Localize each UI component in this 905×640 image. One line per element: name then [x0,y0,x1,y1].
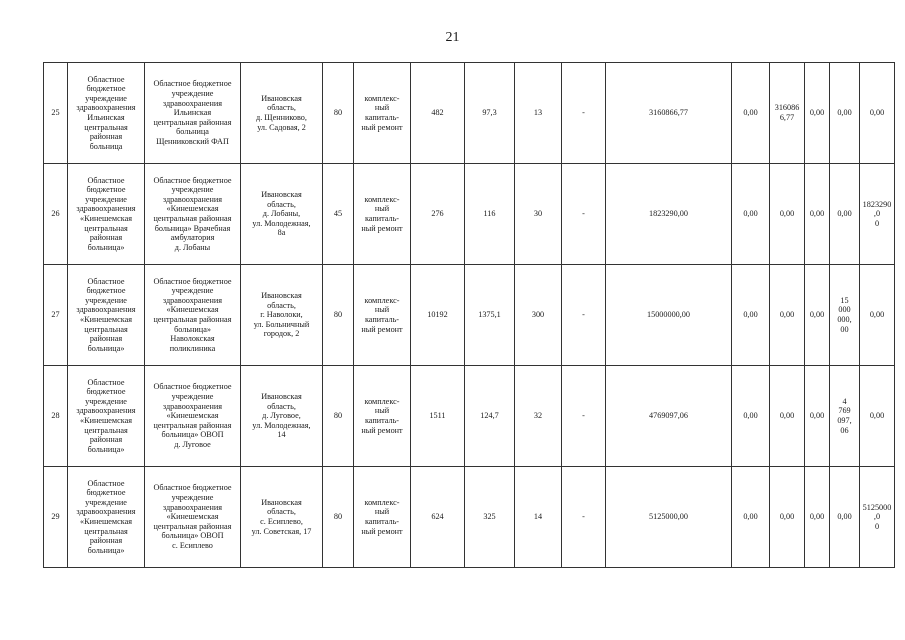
funding-cell-3: 0,00 [805,164,830,265]
table-row [44,164,895,265]
object-cell: Областное бюджетное учреждение здравоохранения Ильинская центральная районная больница Щенниковский ФАП [145,63,241,164]
work-type-cell: комплекс- ный капиталь- ный ремонт [354,467,411,568]
address-cell: Ивановская область, д. Луговое, ул. Молодежная, 14 [241,366,323,467]
funding-cell-2: 0,00 [770,366,805,467]
funding-cell-5: 1823290,0 0 [860,164,895,265]
data-table [43,62,895,568]
area-cell: 1511 [411,366,465,467]
value-cell-1: 97,3 [465,63,515,164]
total-cost-cell: 3160866,77 [606,63,732,164]
object-cell: Областное бюджетное учреждение здравоохранения «Кинешемская центральная районная больница» Врачебная амбулатория д. Лобаны [145,164,241,265]
value-cell-2: 300 [515,265,562,366]
customer-cell: Областное бюджетное учреждение здравоохранения «Кинешемская центральная районная больница» [68,164,145,265]
funding-cell-1: 0,00 [732,366,770,467]
area-cell: 482 [411,63,465,164]
address-cell: Ивановская область, д. Лобаны, ул. Молодежная, 8а [241,164,323,265]
funding-cell-5: 5125000,0 0 [860,467,895,568]
work-type-cell: комплекс- ный капиталь- ный ремонт [354,366,411,467]
address-cell: Ивановская область, г. Наволоки, ул. Больничный городок, 2 [241,265,323,366]
value-cell-1: 116 [465,164,515,265]
table-row [44,366,895,467]
page-number: 21 [445,30,460,45]
value-cell-3: - [562,467,606,568]
value-cell-1: 1375,1 [465,265,515,366]
funding-cell-4: 15 000 000, 00 [830,265,860,366]
address-cell: Ивановская область, с. Есиплево, ул. Советская, 17 [241,467,323,568]
wear-percent-cell: 80 [323,265,354,366]
area-cell: 624 [411,467,465,568]
row-number: 26 [44,164,68,265]
customer-cell: Областное бюджетное учреждение здравоохранения Ильинская центральная районная больница [68,63,145,164]
funding-cell-4: 0,00 [830,467,860,568]
funding-cell-2: 0,00 [770,467,805,568]
funding-cell-3: 0,00 [805,265,830,366]
funding-cell-5: 0,00 [860,265,895,366]
funding-cell-1: 0,00 [732,265,770,366]
value-cell-3: - [562,366,606,467]
total-cost-cell: 4769097,06 [606,366,732,467]
funding-cell-5: 0,00 [860,366,895,467]
total-cost-cell: 15000000,00 [606,265,732,366]
funding-cell-2: 316086 6,77 [770,63,805,164]
address-cell: Ивановская область, д. Щенниково, ул. Садовая, 2 [241,63,323,164]
funding-cell-3: 0,00 [805,366,830,467]
value-cell-2: 14 [515,467,562,568]
funding-cell-3: 0,00 [805,63,830,164]
funding-cell-1: 0,00 [732,164,770,265]
value-cell-2: 13 [515,63,562,164]
object-cell: Областное бюджетное учреждение здравоохранения «Кинешемская центральная районная больница» ОВОП д. Луговое [145,366,241,467]
funding-cell-4: 0,00 [830,164,860,265]
value-cell-2: 30 [515,164,562,265]
funding-cell-2: 0,00 [770,265,805,366]
table-row [44,467,895,568]
funding-cell-4: 4 769 097, 06 [830,366,860,467]
row-number: 28 [44,366,68,467]
wear-percent-cell: 80 [323,63,354,164]
row-number: 25 [44,63,68,164]
value-cell-3: - [562,63,606,164]
customer-cell: Областное бюджетное учреждение здравоохранения «Кинешемская центральная районная больница» [68,265,145,366]
area-cell: 276 [411,164,465,265]
object-cell: Областное бюджетное учреждение здравоохранения «Кинешемская центральная районная больница» Наволокская поликлиника [145,265,241,366]
work-type-cell: комплекс- ный капиталь- ный ремонт [354,265,411,366]
value-cell-3: - [562,265,606,366]
total-cost-cell: 1823290,00 [606,164,732,265]
funding-cell-5: 0,00 [860,63,895,164]
funding-cell-2: 0,00 [770,164,805,265]
wear-percent-cell: 80 [323,467,354,568]
value-cell-1: 124,7 [465,366,515,467]
wear-percent-cell: 45 [323,164,354,265]
work-type-cell: комплекс- ный капиталь- ный ремонт [354,63,411,164]
object-cell: Областное бюджетное учреждение здравоохранения «Кинешемская центральная районная больница» ОВОП с. Есиплево [145,467,241,568]
row-number: 29 [44,467,68,568]
customer-cell: Областное бюджетное учреждение здравоохранения «Кинешемская центральная районная больница» [68,366,145,467]
value-cell-1: 325 [465,467,515,568]
total-cost-cell: 5125000,00 [606,467,732,568]
table-row [44,63,895,164]
funding-cell-1: 0,00 [732,467,770,568]
value-cell-2: 32 [515,366,562,467]
table-row [44,265,895,366]
customer-cell: Областное бюджетное учреждение здравоохранения «Кинешемская центральная районная больница» [68,467,145,568]
funding-cell-4: 0,00 [830,63,860,164]
work-type-cell: комплекс- ный капиталь- ный ремонт [354,164,411,265]
row-number: 27 [44,265,68,366]
funding-cell-3: 0,00 [805,467,830,568]
area-cell: 10192 [411,265,465,366]
wear-percent-cell: 80 [323,366,354,467]
value-cell-3: - [562,164,606,265]
funding-cell-1: 0,00 [732,63,770,164]
